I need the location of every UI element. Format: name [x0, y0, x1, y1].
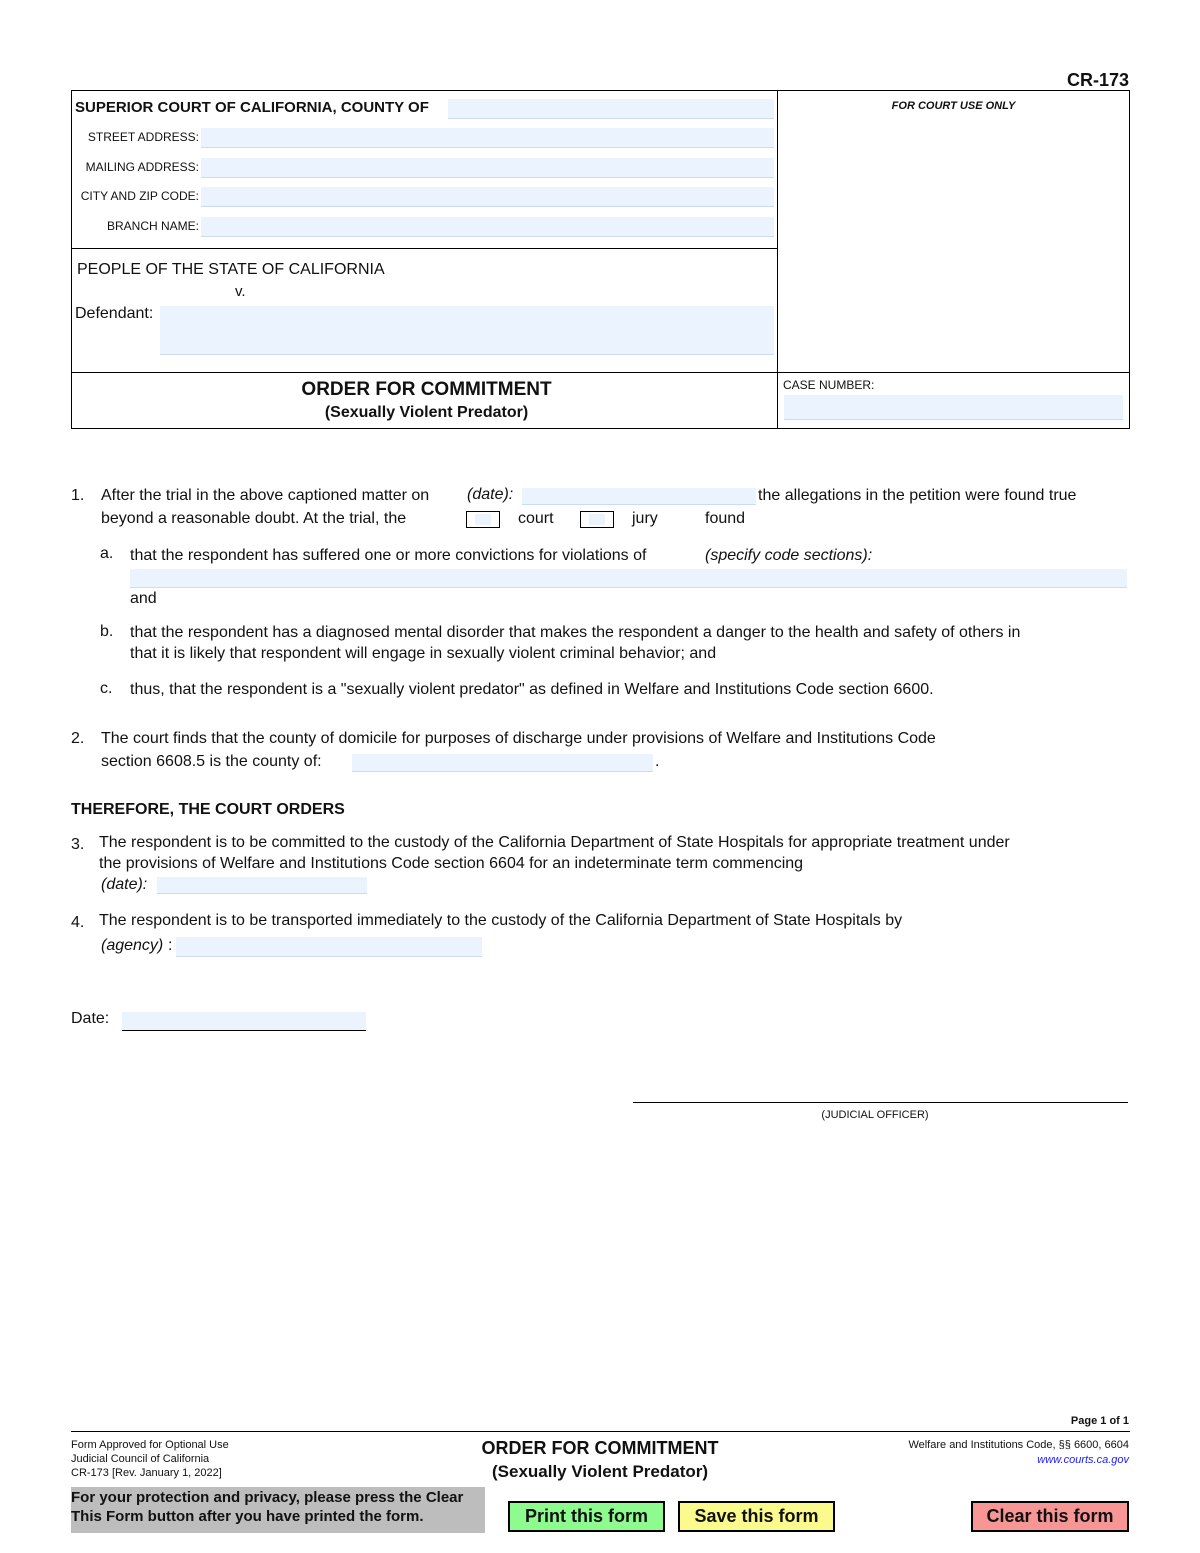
- item1a-specify-label: (specify code sections):: [705, 547, 873, 564]
- court-use-label: FOR COURT USE ONLY: [891, 100, 1016, 112]
- item1b-line1: that the respondent has a diagnosed mental disorder that makes the respondent a danger to the health and safety of others in: [130, 624, 1021, 641]
- county-of-domicile-field[interactable]: [352, 754, 653, 772]
- defendant-field[interactable]: [160, 306, 774, 355]
- agency-field[interactable]: [176, 937, 482, 957]
- and-label: and: [130, 590, 157, 607]
- trial-date-field[interactable]: [522, 488, 756, 505]
- page-number: Page 1 of 1: [1070, 1415, 1129, 1427]
- item1b-line2: that it is likely that respondent will engage in sexually violent criminal behavior; and: [130, 645, 717, 662]
- item3-line2: the provisions of Welfare and Institutions Code section 6604 for an indeterminate term commencing: [99, 855, 804, 872]
- court-title: SUPERIOR COURT OF CALIFORNIA, COUNTY OF: [75, 99, 429, 116]
- caption-right-top: [777, 90, 1130, 373]
- found-label: found: [705, 510, 746, 527]
- order-date-field[interactable]: [122, 1012, 366, 1031]
- item1b-letter: b.: [100, 623, 114, 640]
- item2-number: 2.: [71, 730, 85, 747]
- item1a-text: that the respondent has suffered one or more convictions for violations of: [130, 547, 647, 564]
- mailing-address-field[interactable]: [201, 158, 774, 178]
- court-checkbox-label: court: [518, 510, 554, 527]
- privacy-notice-line1: For your protection and privacy, please press the Clear: [71, 1489, 464, 1506]
- commencing-date-field[interactable]: [157, 877, 367, 894]
- mailing-address-label: MAILING ADDRESS:: [85, 160, 199, 174]
- item1-text-start: After the trial in the above captioned matter on: [101, 487, 430, 504]
- approved-line3: CR-173 [Rev. January 1, 2022]: [71, 1467, 222, 1479]
- privacy-notice-line2: This Form button after you have printed the form.: [71, 1508, 424, 1525]
- item3-date-label: (date):: [101, 876, 148, 893]
- footer-title: ORDER FOR COMMITMENT: [481, 1438, 719, 1458]
- county-field[interactable]: [448, 99, 774, 119]
- street-address-field[interactable]: [201, 128, 774, 148]
- street-address-label: STREET ADDRESS:: [87, 130, 199, 144]
- item2-period: .: [655, 753, 660, 770]
- branch-name-field[interactable]: [201, 217, 774, 237]
- item3-line1: The respondent is to be committed to the custody of the California Department of State Hospitals for appropriate treatment under: [99, 834, 1010, 851]
- signature-line: [633, 1102, 1128, 1103]
- item4-agency-label: (agency): [101, 937, 164, 954]
- case-number-label: CASE NUMBER:: [783, 378, 875, 392]
- footer-rule: [71, 1431, 1130, 1432]
- court-checkbox[interactable]: [466, 511, 500, 528]
- branch-name-label: BRANCH NAME:: [106, 219, 199, 233]
- approved-line1: Form Approved for Optional Use: [71, 1439, 229, 1451]
- item2-line1: The court finds that the county of domicile for purposes of discharge under provisions of Welfare and Institutions Code: [101, 730, 936, 747]
- item4-agency-colon: :: [168, 937, 173, 954]
- approved-line2: Judicial Council of California: [71, 1453, 210, 1465]
- city-zip-label: CITY AND ZIP CODE:: [80, 189, 199, 203]
- form-subtitle: (Sexually Violent Predator): [324, 404, 529, 421]
- print-form-button[interactable]: Print this form: [508, 1501, 665, 1532]
- item1-text-end: the allegations in the petition were found true: [758, 487, 1077, 504]
- form-title: ORDER FOR COMMITMENT: [301, 379, 552, 400]
- code-sections-field[interactable]: [130, 569, 1127, 588]
- footer-subtitle: (Sexually Violent Predator): [491, 1462, 709, 1481]
- jury-checkbox-label: jury: [632, 510, 658, 527]
- item1a-letter: a.: [100, 545, 114, 562]
- clear-form-button[interactable]: Clear this form: [971, 1501, 1129, 1532]
- form-number: CR-173: [1066, 70, 1129, 90]
- people-label: PEOPLE OF THE STATE OF CALIFORNIA: [77, 261, 385, 278]
- item3-number: 3.: [71, 836, 85, 853]
- item1-date-label: (date):: [467, 486, 514, 503]
- jury-checkbox[interactable]: [580, 511, 614, 528]
- item1-number: 1.: [71, 487, 85, 504]
- item1-line2: beyond a reasonable doubt. At the trial, the: [101, 510, 407, 527]
- courts-website-link[interactable]: www.courts.ca.gov: [1037, 1454, 1129, 1466]
- item1c-text: thus, that the respondent is a "sexually violent predator" as defined in Welfare and Institutions Code section 6600.: [130, 681, 934, 698]
- save-form-button[interactable]: Save this form: [678, 1501, 835, 1532]
- item1c-letter: c.: [100, 680, 113, 697]
- item4-number: 4.: [71, 914, 85, 931]
- item2-line2: section 6608.5 is the county of:: [101, 753, 322, 770]
- privacy-notice: [71, 1487, 485, 1533]
- item4-line1: The respondent is to be transported immediately to the custody of the California Department of State Hospitals by: [99, 912, 903, 929]
- case-number-field[interactable]: [784, 395, 1123, 420]
- judicial-officer-label: (JUDICIAL OFFICER): [821, 1109, 929, 1121]
- city-zip-field[interactable]: [201, 187, 774, 207]
- court-orders-heading: THEREFORE, THE COURT ORDERS: [71, 801, 345, 818]
- versus-label: v.: [235, 283, 246, 300]
- date-label: Date:: [71, 1010, 110, 1027]
- defendant-label: Defendant:: [75, 305, 154, 322]
- code-reference: Welfare and Institutions Code, §§ 6600, 6604: [908, 1439, 1129, 1451]
